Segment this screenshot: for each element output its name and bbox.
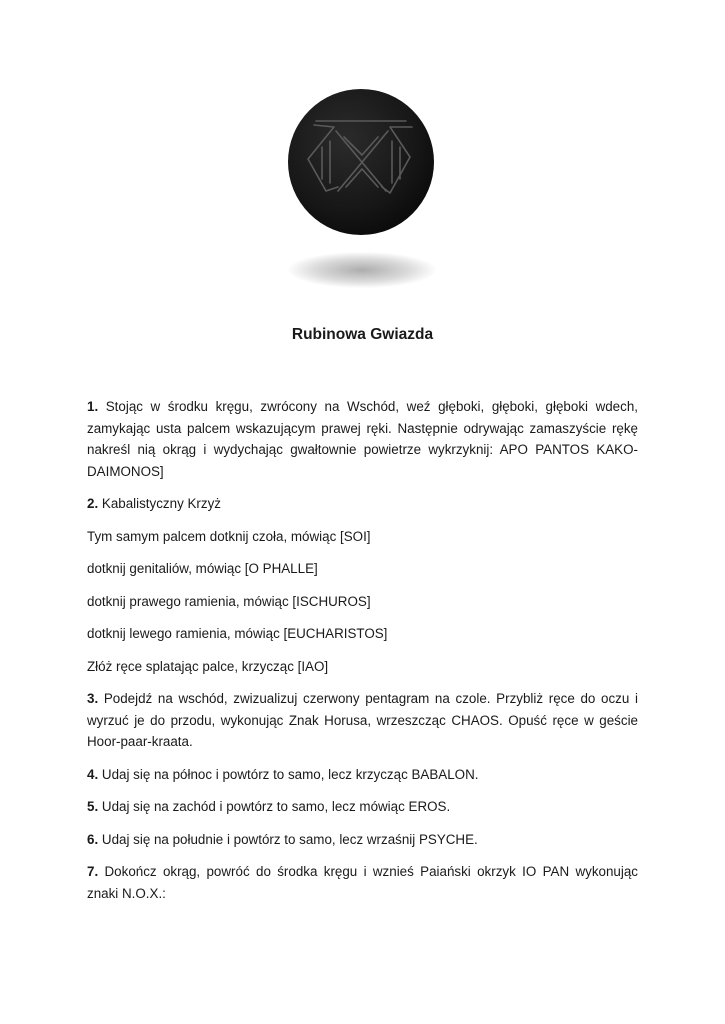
step-number: 6. bbox=[87, 831, 99, 847]
step-number: 2. bbox=[87, 496, 99, 511]
paragraph-12 bbox=[87, 861, 638, 904]
paragraph-4 bbox=[87, 558, 638, 580]
ritual-text bbox=[87, 396, 638, 915]
paragraph-text: Kabalistyczny Krzyż bbox=[98, 496, 221, 511]
paragraph-text: Podejdź na wschód, zwizualizuj czerwony pentagram na czole. Przybliż ręce do oczu i wyrzuć je do przodu, wykonując Znak Horusa, wrzeszcząc CHAOS. Opuść ręce w geście Hoor-paar-kraata. bbox=[87, 691, 638, 749]
paragraph-11 bbox=[87, 829, 638, 851]
sigil-icon bbox=[286, 87, 436, 237]
paragraph-2 bbox=[87, 493, 638, 515]
paragraph-text: Tym samym palcem dotknij czoła, mówiąc [SOI] bbox=[87, 528, 371, 544]
paragraph-10 bbox=[87, 796, 638, 818]
paragraph-text: dotknij prawego ramienia, mówiąc [ISCHUROS] bbox=[87, 593, 371, 609]
paragraph-text: Udaj się na zachód i powtórz to samo, lecz mówiąc EROS. bbox=[98, 799, 451, 814]
paragraph-text: Stojąc w środku kręgu, zwrócony na Wschód, weź głęboki, głęboki, głęboki wdech, zamykając usta palcem wskazującym prawej ręki. Następnie odrywając zamaszyście rękę nakreśl nią okrąg i wydychając gwałtownie powietrze wykrzyknij: APO PANTOS KAKO-DAIMONOS] bbox=[87, 399, 638, 479]
step-number: 3. bbox=[87, 691, 99, 706]
step-number: 1. bbox=[87, 399, 99, 414]
paragraph-1 bbox=[87, 396, 638, 482]
paragraph-8 bbox=[87, 688, 638, 753]
page-title: Rubinowa Gwiazda bbox=[291, 326, 434, 343]
paragraph-9 bbox=[87, 764, 638, 786]
paragraph-text: Udaj się na południe i powtórz to samo, lecz wrzaśnij PSYCHE. bbox=[98, 831, 478, 847]
paragraph-7 bbox=[87, 656, 638, 678]
paragraph-text: Złóż ręce splatając palce, krzycząc [IAO] bbox=[87, 658, 329, 674]
paragraph-text: Udaj się na północ i powtórz to samo, lecz krzycząc BABALON. bbox=[98, 766, 479, 782]
step-number: 4. bbox=[87, 766, 99, 782]
step-number: 7. bbox=[87, 864, 99, 879]
paragraph-text: dotknij lewego ramienia, mówiąc [EUCHARISTOS] bbox=[87, 626, 388, 641]
sigil-emblem bbox=[286, 87, 436, 237]
step-number: 5. bbox=[87, 799, 99, 814]
emblem-shadow bbox=[288, 252, 436, 288]
paragraph-text: Dokończ okrąg, powróć do środka kręgu i wznieś Paiański okrzyk IO PAN wykonując znaki N.O.X.: bbox=[87, 864, 638, 901]
paragraph-6 bbox=[87, 623, 638, 645]
paragraph-text: dotknij genitaliów, mówiąc [O PHALLE] bbox=[87, 561, 318, 576]
paragraph-5 bbox=[87, 591, 638, 613]
paragraph-3 bbox=[87, 526, 638, 548]
